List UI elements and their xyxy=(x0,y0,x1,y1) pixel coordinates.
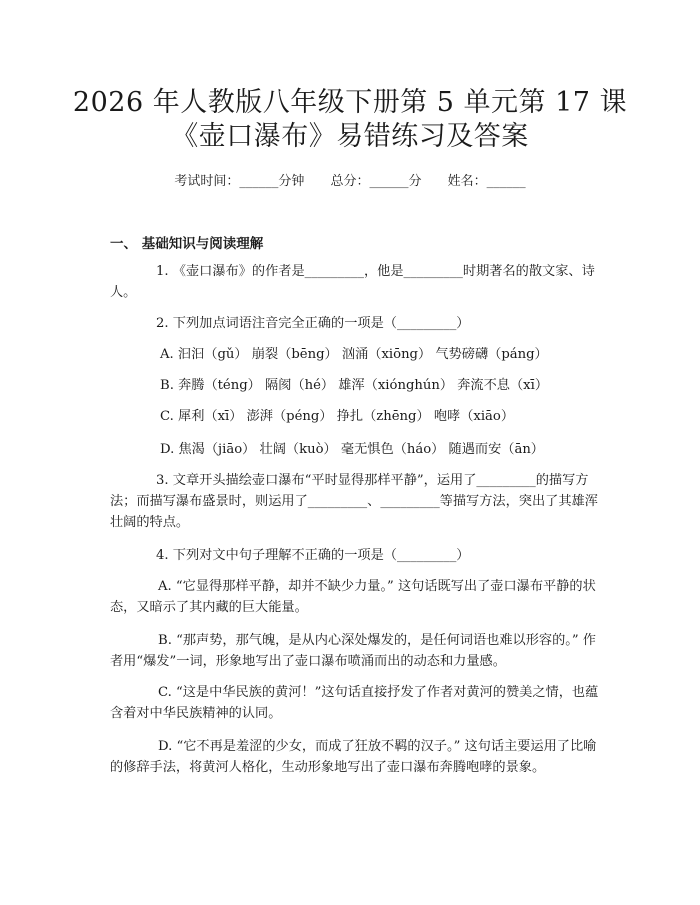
question-2-option-c: C. 犀利（xī） 澎湃（péng） 挣扎（zhēng） 咆哮（xiāo） xyxy=(160,409,515,424)
section-heading: 一、 基础知识与阅读理解 xyxy=(110,236,264,252)
question-2-option-d: D. 焦渴（jiāo） 壮阔（kuò） 毫无惧色（háo） 随遇而安（ān） xyxy=(160,442,544,457)
question-2-option-a: A. 汩汩（gǔ） 崩裂（bēng） 汹涌（xiōng） 气势磅礴（páng） xyxy=(160,347,548,362)
question-3: 3. 文章开头描绘壶口瀑布“平时显得那样平静”，运用了_________的描写方法；而描写瀑布盛景时，则运用了_________、_________等描写方法，突出了其雄浑壮阔的特点。 xyxy=(110,473,598,530)
question-2-stem: 2. 下列加点词语注音完全正确的一项是（_________） xyxy=(156,316,470,331)
exam-info xyxy=(0,170,700,189)
question-1: 1. 《壶口瀑布》的作者是_________，他是_________时期著名的散文家、诗人。 xyxy=(110,264,595,300)
question-4-option-c: C. “这是中华民族的黄河！”这句话直接抒发了作者对黄河的赞美之情，也蕴含着对中华民族精神的认同。 xyxy=(110,685,599,721)
student-name: 姓名：______ xyxy=(447,174,526,189)
title-line-1: 2026 年人教版八年级下册第 5 单元第 17 课 xyxy=(72,87,628,118)
exam-time: 考试时间：______分钟 xyxy=(174,174,305,189)
total-score: 总分：______分 xyxy=(330,174,422,189)
question-4-option-b: B. “那声势，那气魄，是从内心深处爆发的，是任何词语也难以形容的。” 作者用“爆发”一词，形象地写出了壶口瀑布喷涌而出的动态和力量感。 xyxy=(110,633,596,669)
title-line-2: 《壶口瀑布》易错练习及答案 xyxy=(171,121,529,152)
question-4-stem: 4. 下列对文中句子理解不正确的一项是（_________） xyxy=(156,548,470,563)
question-2-option-b: B. 奔腾（téng） 隔阂（hé） 雄浑（xiónghún） 奔流不息（xī） xyxy=(160,378,549,393)
question-4-option-d: D. “它不再是羞涩的少女，而成了狂放不羁的汉子。” 这句话主要运用了比喻的修辞手法，将黄河人格化，生动形象地写出了壶口瀑布奔腾咆哮的景象。 xyxy=(110,739,597,775)
question-4-option-a: A. “它显得那样平静，却并不缺少力量。” 这句话既写出了壶口瀑布平静的状态，又暗示了其内藏的巨大能量。 xyxy=(110,579,596,615)
